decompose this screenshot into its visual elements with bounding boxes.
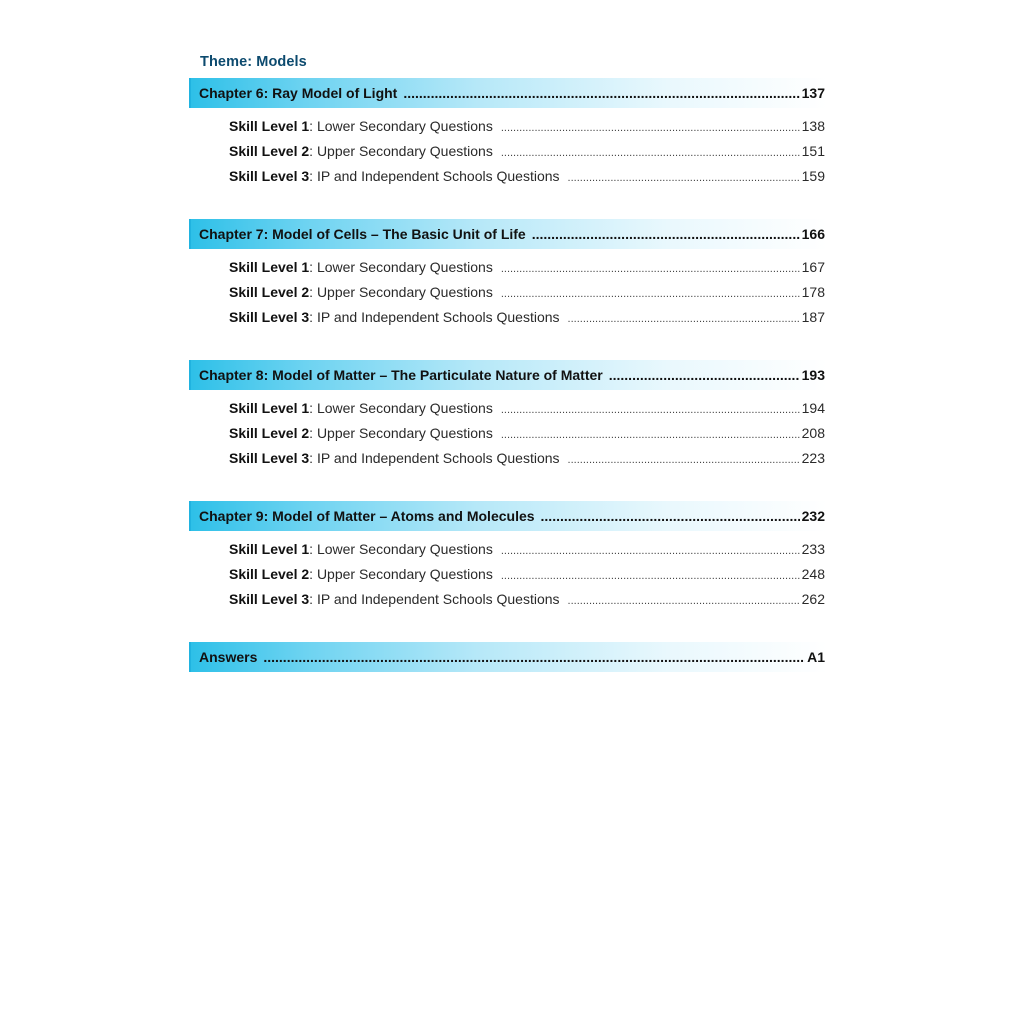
dot-leader [263, 642, 805, 672]
skill-description: : IP and Independent Schools Questions [309, 168, 560, 184]
chapter-title: Chapter 9: Model of Matter – Atoms and Molecules [199, 508, 535, 524]
skill-description: : Upper Secondary Questions [309, 143, 493, 159]
chapter-8-entry[interactable] [199, 360, 825, 390]
dot-leader [532, 219, 800, 249]
answers-title: Answers [199, 649, 258, 665]
skill-page-number: 187 [801, 309, 825, 325]
skill-level-label: Skill Level 3 [229, 309, 310, 325]
skill-entry[interactable] [229, 257, 825, 277]
skill-page-number: 138 [801, 118, 825, 134]
chapter-page-number: 232 [801, 508, 825, 524]
skill-description: : IP and Independent Schools Questions [309, 450, 560, 466]
skill-page-number: 178 [801, 284, 825, 300]
dot-leader [501, 566, 800, 584]
skill-description: : Upper Secondary Questions [309, 425, 493, 441]
answers-entry[interactable] [199, 642, 825, 672]
skill-description: : Upper Secondary Questions [309, 284, 493, 300]
dot-leader [568, 309, 800, 327]
chapter-7-entry[interactable] [199, 219, 825, 249]
skill-description: : Lower Secondary Questions [309, 400, 493, 416]
skill-description: : IP and Independent Schools Questions [309, 591, 560, 607]
skill-description: : Lower Secondary Questions [309, 118, 493, 134]
skill-level-label: Skill Level 2 [229, 284, 310, 300]
skill-entry[interactable] [229, 398, 825, 418]
theme-title: Theme: Models [200, 54, 307, 70]
skill-entry[interactable] [229, 423, 825, 443]
dot-leader [501, 425, 800, 443]
skill-description: : Upper Secondary Questions [309, 566, 493, 582]
dot-leader [501, 400, 800, 418]
skill-page-number: 194 [801, 400, 825, 416]
skill-level-label: Skill Level 2 [229, 425, 310, 441]
skill-level-label: Skill Level 2 [229, 143, 310, 159]
dot-leader [403, 78, 799, 108]
dot-leader [541, 501, 800, 531]
skill-level-label: Skill Level 1 [229, 259, 310, 275]
skill-entry[interactable] [229, 116, 825, 136]
chapter-9-entry[interactable] [199, 501, 825, 531]
dot-leader [568, 168, 800, 186]
skill-entry[interactable] [229, 141, 825, 161]
skill-page-number: 223 [801, 450, 825, 466]
skill-entry[interactable] [229, 539, 825, 559]
dot-leader [501, 541, 800, 559]
dot-leader [568, 450, 800, 468]
chapter-title: Chapter 7: Model of Cells – The Basic Unit of Life [199, 226, 526, 242]
skill-page-number: 262 [801, 591, 825, 607]
dot-leader [568, 591, 800, 609]
skill-level-label: Skill Level 3 [229, 168, 310, 184]
skill-page-number: 233 [801, 541, 825, 557]
skill-description: : Lower Secondary Questions [309, 541, 493, 557]
skill-entry[interactable] [229, 282, 825, 302]
skill-page-number: 248 [801, 566, 825, 582]
skill-page-number: 159 [801, 168, 825, 184]
skill-description: : IP and Independent Schools Questions [309, 309, 560, 325]
dot-leader [501, 284, 800, 302]
chapter-title: Chapter 8: Model of Matter – The Particulate Nature of Matter [199, 367, 603, 383]
skill-description: : Lower Secondary Questions [309, 259, 493, 275]
answers-page-number: A1 [807, 649, 825, 665]
dot-leader [501, 259, 800, 277]
chapter-6-entry[interactable] [199, 78, 825, 108]
chapter-page-number: 137 [801, 85, 825, 101]
chapter-page-number: 193 [801, 367, 825, 383]
dot-leader [609, 360, 800, 390]
skill-page-number: 151 [801, 143, 825, 159]
skill-page-number: 167 [801, 259, 825, 275]
skill-entry[interactable] [229, 166, 825, 186]
skill-level-label: Skill Level 2 [229, 566, 310, 582]
skill-level-label: Skill Level 1 [229, 541, 310, 557]
chapter-page-number: 166 [801, 226, 825, 242]
dot-leader [501, 143, 800, 161]
skill-entry[interactable] [229, 448, 825, 468]
skill-level-label: Skill Level 1 [229, 118, 310, 134]
skill-entry[interactable] [229, 307, 825, 327]
dot-leader [501, 118, 800, 136]
skill-level-label: Skill Level 3 [229, 591, 310, 607]
chapter-title: Chapter 6: Ray Model of Light [199, 85, 398, 101]
skill-entry[interactable] [229, 564, 825, 584]
skill-level-label: Skill Level 3 [229, 450, 310, 466]
skill-entry[interactable] [229, 589, 825, 609]
skill-level-label: Skill Level 1 [229, 400, 310, 416]
skill-page-number: 208 [801, 425, 825, 441]
